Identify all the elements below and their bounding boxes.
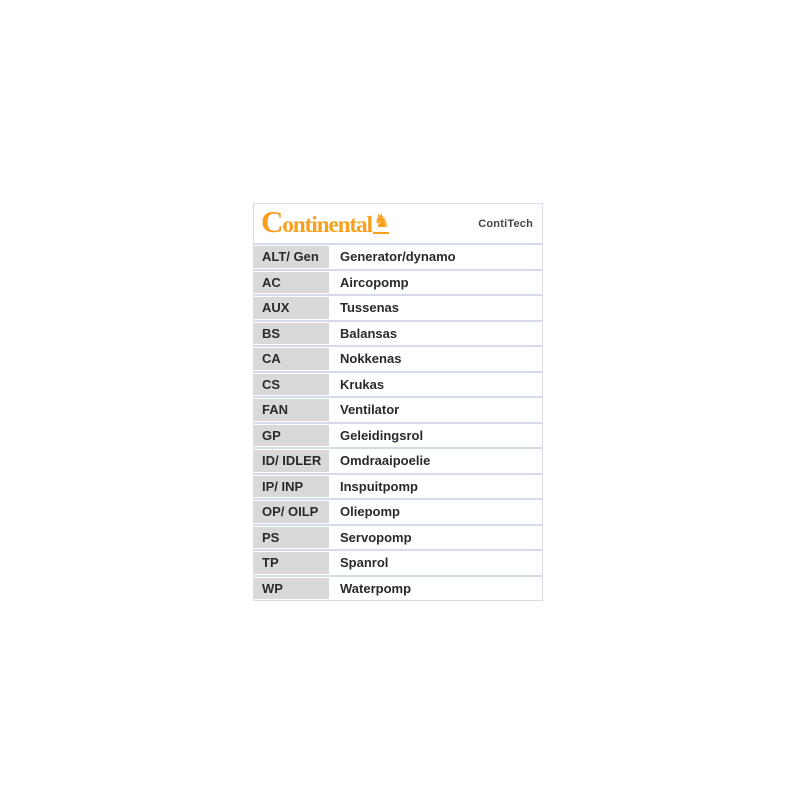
- table-row: [254, 473, 542, 499]
- abbreviation-cell: AC: [254, 272, 329, 294]
- description-cell: Tussenas: [340, 300, 400, 316]
- description-cell: Oliepomp: [340, 504, 400, 520]
- legend-rows: [254, 243, 542, 600]
- abbreviation-cell: CA: [254, 348, 329, 370]
- table-row: [254, 320, 542, 346]
- abbreviation-legend-card: [253, 203, 543, 601]
- table-row: [254, 422, 542, 448]
- continental-logo: [261, 204, 391, 239]
- description-cell: Omdraaipoelie: [340, 453, 431, 469]
- table-row: [254, 549, 542, 575]
- table-row: [254, 447, 542, 473]
- abbreviation-cell: OP/ OILP: [254, 501, 329, 523]
- description-cell: Servopomp: [340, 529, 412, 545]
- abbreviation-cell: FAN: [254, 399, 329, 421]
- table-row: [254, 243, 542, 269]
- table-row: [254, 294, 542, 320]
- table-row: [254, 498, 542, 524]
- brand-header: [254, 204, 542, 243]
- abbreviation-cell: WP: [254, 578, 329, 600]
- table-row: [254, 269, 542, 295]
- continental-horse-icon: [373, 212, 390, 232]
- description-cell: Nokkenas: [340, 351, 402, 367]
- description-cell: Spanrol: [340, 555, 389, 571]
- abbreviation-cell: CS: [254, 374, 329, 396]
- description-cell: Balansas: [340, 325, 398, 341]
- table-row: [254, 345, 542, 371]
- horse-glyph: ♞: [373, 210, 391, 232]
- abbreviation-cell: ID/ IDLER: [254, 450, 329, 472]
- table-row: [254, 524, 542, 550]
- description-cell: Aircopomp: [340, 274, 409, 290]
- description-cell: Ventilator: [340, 402, 400, 418]
- table-row: [254, 371, 542, 397]
- description-cell: Inspuitpomp: [340, 478, 418, 494]
- abbreviation-cell: IP/ INP: [254, 476, 329, 498]
- continental-wordmark: Continental: [261, 204, 373, 239]
- contitech-logo: ContiTech: [478, 217, 533, 230]
- abbreviation-cell: TP: [254, 552, 329, 574]
- description-cell: Waterpomp: [340, 580, 412, 596]
- abbreviation-cell: ALT/ Gen: [254, 246, 329, 268]
- description-cell: Krukas: [340, 376, 385, 392]
- abbreviation-cell: BS: [254, 323, 329, 345]
- description-cell: Generator/dynamo: [340, 249, 456, 265]
- horse-ground-line: [373, 232, 389, 234]
- table-row: [254, 575, 542, 601]
- abbreviation-cell: PS: [254, 527, 329, 549]
- description-cell: Geleidingsrol: [340, 427, 424, 443]
- abbreviation-cell: GP: [254, 425, 329, 447]
- abbreviation-cell: AUX: [254, 297, 329, 319]
- table-row: [254, 396, 542, 422]
